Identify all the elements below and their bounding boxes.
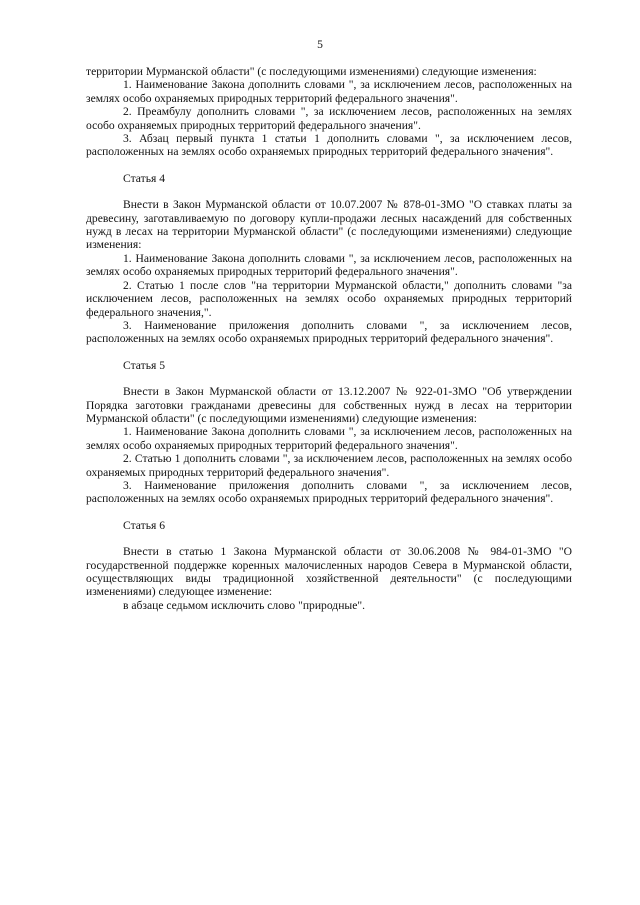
paragraph: 2. Преамбулу дополнить словами ", за исключением лесов, расположенных на землях особо охраняемых природных территорий федерального значения". <box>86 105 572 132</box>
paragraph: 3. Наименование приложения дополнить словами ", за исключением лесов, расположенных на землях особо охраняемых природных территорий федерального значения". <box>86 318 572 346</box>
article-heading: Статья 6 <box>123 518 166 532</box>
document-body <box>86 65 572 612</box>
article-heading: Статья 5 <box>123 358 166 372</box>
paragraph: Внести в Закон Мурманской области от 10.07.2007 № 878-01-ЗМО "О ставках платы за древесину, заготавливаемую по договору купли-продажи лесных насаждений для собственных нужд в лесах на территории Мурманской области" (с последующими изменениями) следующие изменения: <box>86 198 572 252</box>
paragraph: 1. Наименование Закона дополнить словами ", за исключением лесов, расположенных на землях особо охраняемых природных территорий федерального значения". <box>86 251 572 279</box>
paragraph: 2. Статью 1 дополнить словами ", за исключением лесов, расположенных на землях особо охраняемых природных территорий федерального значения". <box>86 452 572 479</box>
paragraph: Внести в статью 1 Закона Мурманской области от 30.06.2008 № 984-01-ЗМО "О государственной поддержке коренных малочисленных народов Севера в Мурманской области, осуществляющих виды традиционной хозяйственной деятельности" (с последующими изменениями) следующее изменение: <box>86 545 572 599</box>
paragraph: 3. Абзац первый пункта 1 статьи 1 дополнить словами ", за исключением лесов, расположенных на землях особо охраняемых природных территорий федерального значения". <box>86 132 572 159</box>
paragraph: Внести в Закон Мурманской области от 13.12.2007 № 922-01-ЗМО "Об утверждении Порядка заготовки гражданами древесины для собственных нужд в лесах на территории Мурманской области" (с последующими изменениями) следующие изменения: <box>86 385 572 425</box>
paragraph: 1. Наименование Закона дополнить словами ", за исключением лесов, расположенных на землях особо охраняемых природных территорий федерального значения". <box>86 425 572 452</box>
paragraph: территории Мурманской области" (с последующими изменениями) следующие изменения: <box>86 65 537 78</box>
page-number: 5 <box>317 38 323 51</box>
paragraph: 3. Наименование приложения дополнить словами ", за исключением лесов, расположенных на землях особо охраняемых природных территорий федерального значения". <box>86 478 572 506</box>
paragraph: 2. Статью 1 после слов "на территории Мурманской области," дополнить словами "за исключением лесов, расположенных на землях особо охраняемых природных территорий федерального значения,". <box>86 278 572 319</box>
paragraph: 1. Наименование Закона дополнить словами ", за исключением лесов, расположенных на землях особо охраняемых природных территорий федерального значения". <box>86 78 572 105</box>
paragraph: в абзаце седьмом исключить слово "природные". <box>123 598 365 612</box>
article-heading: Статья 4 <box>123 171 166 185</box>
